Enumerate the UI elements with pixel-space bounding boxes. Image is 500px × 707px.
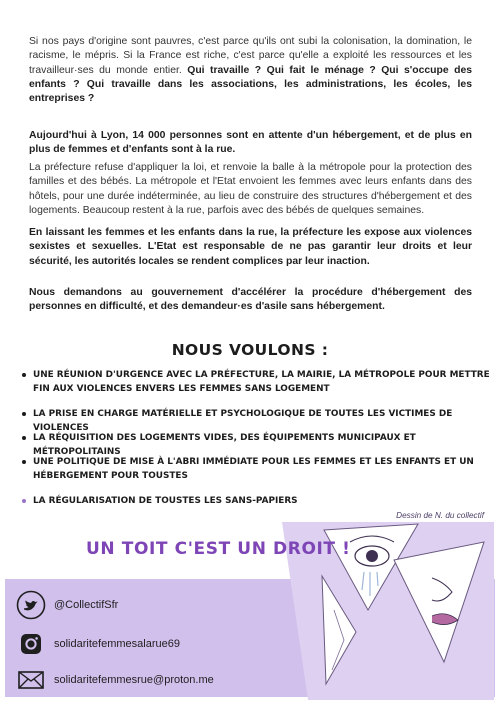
demand-text: LA PRISE EN CHARGE MATÉRIELLE ET PSYCHOLOGIQUE DE TOUTES LES VICTIMES DE VIOLENCES	[33, 409, 453, 433]
paragraph-lyon-figures	[29, 129, 472, 158]
demand-item	[22, 455, 490, 483]
demand-text: UNE POLITIQUE DE MISE À L'ABRI IMMÉDIATE POUR LES FEMMES ET LES ENFANTS ET UN HÉBERGEMENT POUR TOUSTES	[33, 457, 474, 481]
paragraph-demand	[29, 286, 472, 315]
paragraph-origins-questions: Qui travaille ? Qui fait le ménage ? Qui s'occupe des enfants ? Qui travaille dans les associations, les administrations, les écoles, les entreprises ?	[29, 64, 473, 105]
email-address[interactable]: solidaritefemmesrue@proton.me	[54, 674, 214, 686]
slogan-title: UN TOIT C'EST UN DROIT !	[86, 539, 351, 559]
paragraph-origins	[29, 35, 472, 106]
paragraph-violences	[29, 226, 472, 269]
demand-text: LA RÉGULARISATION DE TOUSTES LES SANS-PAPIERS	[33, 496, 298, 506]
twitter-icon	[16, 590, 46, 620]
demand-text: UNE RÉUNION D'URGENCE AVEC LA PRÉFECTURE, LA MAIRIE, LA MÉTROPOLE POUR METTRE FIN AUX VIOLENCES ENVERS LES FEMMES SANS LOGEMENT	[33, 370, 490, 394]
contact-email[interactable]	[16, 664, 214, 696]
demand-item	[22, 368, 490, 396]
bullet-icon	[22, 499, 26, 503]
paragraph-prefecture: La préfecture refuse d'appliquer la loi, et renvoie la balle à la métropole pour la protection des familles et des bébés. La métropole et l'Etat envoient les femmes avec leurs enfants dans des hôtels, pour une durée indéterminée, au lieu de construire des structures d'hébergement et des logements. Beaucoup restent à la rue, parfois avec des bébés de quelques semaines.	[29, 162, 472, 216]
instagram-icon	[16, 629, 46, 659]
mail-icon	[16, 665, 46, 695]
contact-instagram[interactable]	[16, 628, 180, 660]
bullet-icon	[22, 460, 26, 464]
paragraph-violences-text: En laissant les femmes et les enfants dans la rue, la préfecture les expose aux violences sexistes et sexuelles. L'Etat est responsable de ne pas garantir leur droits et leur sécurité, les autorités locales se rendent complices par leur inaction.	[29, 227, 472, 267]
demands-heading: NOUS VOULONS :	[171, 341, 329, 359]
demand-text: LA RÉQUISITION DES LOGEMENTS VIDES, DES ÉQUIPEMENTS MUNICIPAUX ET MÉTROPOLITAINS	[33, 433, 416, 457]
bullet-icon	[22, 436, 26, 440]
demand-item	[22, 494, 298, 508]
eye-iris	[366, 550, 378, 562]
twitter-handle[interactable]: @CollectifSfr	[54, 599, 119, 611]
instagram-handle[interactable]: solidaritefemmesalarue69	[54, 638, 180, 650]
paragraph-origins-text: Si nos pays d'origine sont pauvres, c'est parce qu'ils ont subi la colonisation, la domination, le racisme, le mépris. Si la France est riche, c'est parce qu'elle a exploité les ressources et les travailleur·ses du monde entier.	[29, 36, 472, 76]
paragraph-demand-text: Nous demandons au gouvernement d'accélérer la procédure d'hébergement des personnes en difficulté, et des demandeur·es d'asile sans hébergement.	[29, 287, 472, 313]
illustration-caption: Dessin de N. du collectif	[396, 511, 484, 520]
bullet-icon	[22, 412, 26, 416]
paragraph-lyon-figures-text: Aujourd'hui à Lyon, 14 000 personnes sont en attente d'un hébergement, et de plus en plus de femmes et d'enfants sont à la rue.	[29, 130, 472, 156]
contact-twitter[interactable]	[16, 589, 118, 621]
bullet-icon	[22, 373, 26, 377]
